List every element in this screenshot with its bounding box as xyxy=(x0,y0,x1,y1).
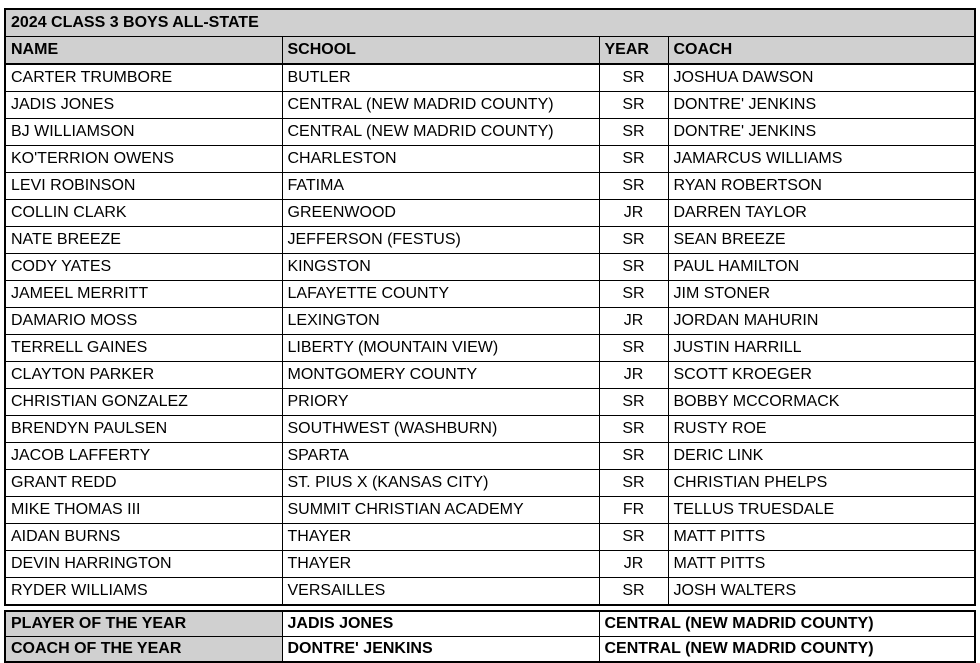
player-coach: JUSTIN HARRILL xyxy=(668,335,975,362)
player-name: BRENDYN PAULSEN xyxy=(5,416,282,443)
award-school: CENTRAL (NEW MADRID COUNTY) xyxy=(599,637,975,663)
award-row xyxy=(5,637,975,663)
player-name: JAMEEL MERRITT xyxy=(5,281,282,308)
player-name: MIKE THOMAS III xyxy=(5,497,282,524)
award-row xyxy=(5,611,975,637)
player-coach: JOSHUA DAWSON xyxy=(668,64,975,92)
player-year: SR xyxy=(599,173,668,200)
player-year: SR xyxy=(599,443,668,470)
player-school: MONTGOMERY COUNTY xyxy=(282,362,599,389)
table-row xyxy=(5,146,975,173)
player-name: CLAYTON PARKER xyxy=(5,362,282,389)
player-year: SR xyxy=(599,92,668,119)
table-row xyxy=(5,92,975,119)
player-name: RYDER WILLIAMS xyxy=(5,578,282,606)
player-school: PRIORY xyxy=(282,389,599,416)
player-year: JR xyxy=(599,551,668,578)
table-row xyxy=(5,173,975,200)
player-name: DEVIN HARRINGTON xyxy=(5,551,282,578)
column-header-coach: COACH xyxy=(668,37,975,65)
player-name: CARTER TRUMBORE xyxy=(5,64,282,92)
player-coach: JIM STONER xyxy=(668,281,975,308)
player-coach: SEAN BREEZE xyxy=(668,227,975,254)
player-school: LEXINGTON xyxy=(282,308,599,335)
player-coach: JOSH WALTERS xyxy=(668,578,975,606)
table-row xyxy=(5,389,975,416)
player-name: JADIS JONES xyxy=(5,92,282,119)
player-year: SR xyxy=(599,146,668,173)
table-row xyxy=(5,335,975,362)
player-year: SR xyxy=(599,389,668,416)
table-row xyxy=(5,524,975,551)
player-school: KINGSTON xyxy=(282,254,599,281)
player-year: SR xyxy=(599,281,668,308)
player-year: SR xyxy=(599,119,668,146)
player-coach: MATT PITTS xyxy=(668,524,975,551)
table-row xyxy=(5,443,975,470)
player-coach: MATT PITTS xyxy=(668,551,975,578)
player-name: JACOB LAFFERTY xyxy=(5,443,282,470)
player-year: SR xyxy=(599,64,668,92)
player-coach: DERIC LINK xyxy=(668,443,975,470)
player-coach: SCOTT KROEGER xyxy=(668,362,975,389)
table-row xyxy=(5,227,975,254)
player-coach: RYAN ROBERTSON xyxy=(668,173,975,200)
player-year: JR xyxy=(599,308,668,335)
player-name: LEVI ROBINSON xyxy=(5,173,282,200)
player-year: FR xyxy=(599,497,668,524)
player-school: LAFAYETTE COUNTY xyxy=(282,281,599,308)
player-school: THAYER xyxy=(282,524,599,551)
player-coach: JORDAN MAHURIN xyxy=(668,308,975,335)
player-school: JEFFERSON (FESTUS) xyxy=(282,227,599,254)
player-year: JR xyxy=(599,200,668,227)
table-row xyxy=(5,281,975,308)
player-school: SPARTA xyxy=(282,443,599,470)
award-school: CENTRAL (NEW MADRID COUNTY) xyxy=(599,611,975,637)
player-name: COLLIN CLARK xyxy=(5,200,282,227)
award-label: PLAYER OF THE YEAR xyxy=(5,611,282,637)
table-row xyxy=(5,497,975,524)
column-header-year: YEAR xyxy=(599,37,668,65)
table-row xyxy=(5,578,975,606)
award-winner: DONTRE' JENKINS xyxy=(282,637,599,663)
player-school: LIBERTY (MOUNTAIN VIEW) xyxy=(282,335,599,362)
table-row xyxy=(5,308,975,335)
column-header-name: NAME xyxy=(5,37,282,65)
player-year: SR xyxy=(599,416,668,443)
player-coach: CHRISTIAN PHELPS xyxy=(668,470,975,497)
player-school: VERSAILLES xyxy=(282,578,599,606)
player-school: GREENWOOD xyxy=(282,200,599,227)
sheet-title: 2024 CLASS 3 BOYS ALL-STATE xyxy=(5,9,975,37)
player-name: BJ WILLIAMSON xyxy=(5,119,282,146)
player-school: ST. PIUS X (KANSAS CITY) xyxy=(282,470,599,497)
header-row xyxy=(5,37,975,65)
player-school: THAYER xyxy=(282,551,599,578)
award-label: COACH OF THE YEAR xyxy=(5,637,282,663)
player-name: NATE BREEZE xyxy=(5,227,282,254)
player-coach: DONTRE' JENKINS xyxy=(668,92,975,119)
player-coach: RUSTY ROE xyxy=(668,416,975,443)
player-school: SUMMIT CHRISTIAN ACADEMY xyxy=(282,497,599,524)
player-coach: BOBBY MCCORMACK xyxy=(668,389,975,416)
table-row xyxy=(5,551,975,578)
player-name: CODY YATES xyxy=(5,254,282,281)
all-state-table xyxy=(4,8,976,663)
player-school: SOUTHWEST (WASHBURN) xyxy=(282,416,599,443)
all-state-sheet xyxy=(4,8,974,663)
column-header-school: SCHOOL xyxy=(282,37,599,65)
player-coach: TELLUS TRUESDALE xyxy=(668,497,975,524)
title-row xyxy=(5,9,975,37)
table-row xyxy=(5,362,975,389)
table-row xyxy=(5,200,975,227)
player-name: GRANT REDD xyxy=(5,470,282,497)
player-name: AIDAN BURNS xyxy=(5,524,282,551)
table-row xyxy=(5,254,975,281)
player-coach: DARREN TAYLOR xyxy=(668,200,975,227)
player-year: SR xyxy=(599,524,668,551)
player-year: SR xyxy=(599,227,668,254)
player-year: JR xyxy=(599,362,668,389)
player-name: DAMARIO MOSS xyxy=(5,308,282,335)
player-school: CENTRAL (NEW MADRID COUNTY) xyxy=(282,119,599,146)
table-row xyxy=(5,64,975,92)
award-winner: JADIS JONES xyxy=(282,611,599,637)
player-year: SR xyxy=(599,578,668,606)
player-name: CHRISTIAN GONZALEZ xyxy=(5,389,282,416)
player-year: SR xyxy=(599,470,668,497)
table-row xyxy=(5,119,975,146)
table-row xyxy=(5,416,975,443)
player-year: SR xyxy=(599,335,668,362)
player-coach: DONTRE' JENKINS xyxy=(668,119,975,146)
table-row xyxy=(5,470,975,497)
player-name: TERRELL GAINES xyxy=(5,335,282,362)
player-coach: PAUL HAMILTON xyxy=(668,254,975,281)
player-school: CENTRAL (NEW MADRID COUNTY) xyxy=(282,92,599,119)
player-school: CHARLESTON xyxy=(282,146,599,173)
player-school: FATIMA xyxy=(282,173,599,200)
player-coach: JAMARCUS WILLIAMS xyxy=(668,146,975,173)
player-school: BUTLER xyxy=(282,64,599,92)
player-year: SR xyxy=(599,254,668,281)
player-name: KO'TERRION OWENS xyxy=(5,146,282,173)
